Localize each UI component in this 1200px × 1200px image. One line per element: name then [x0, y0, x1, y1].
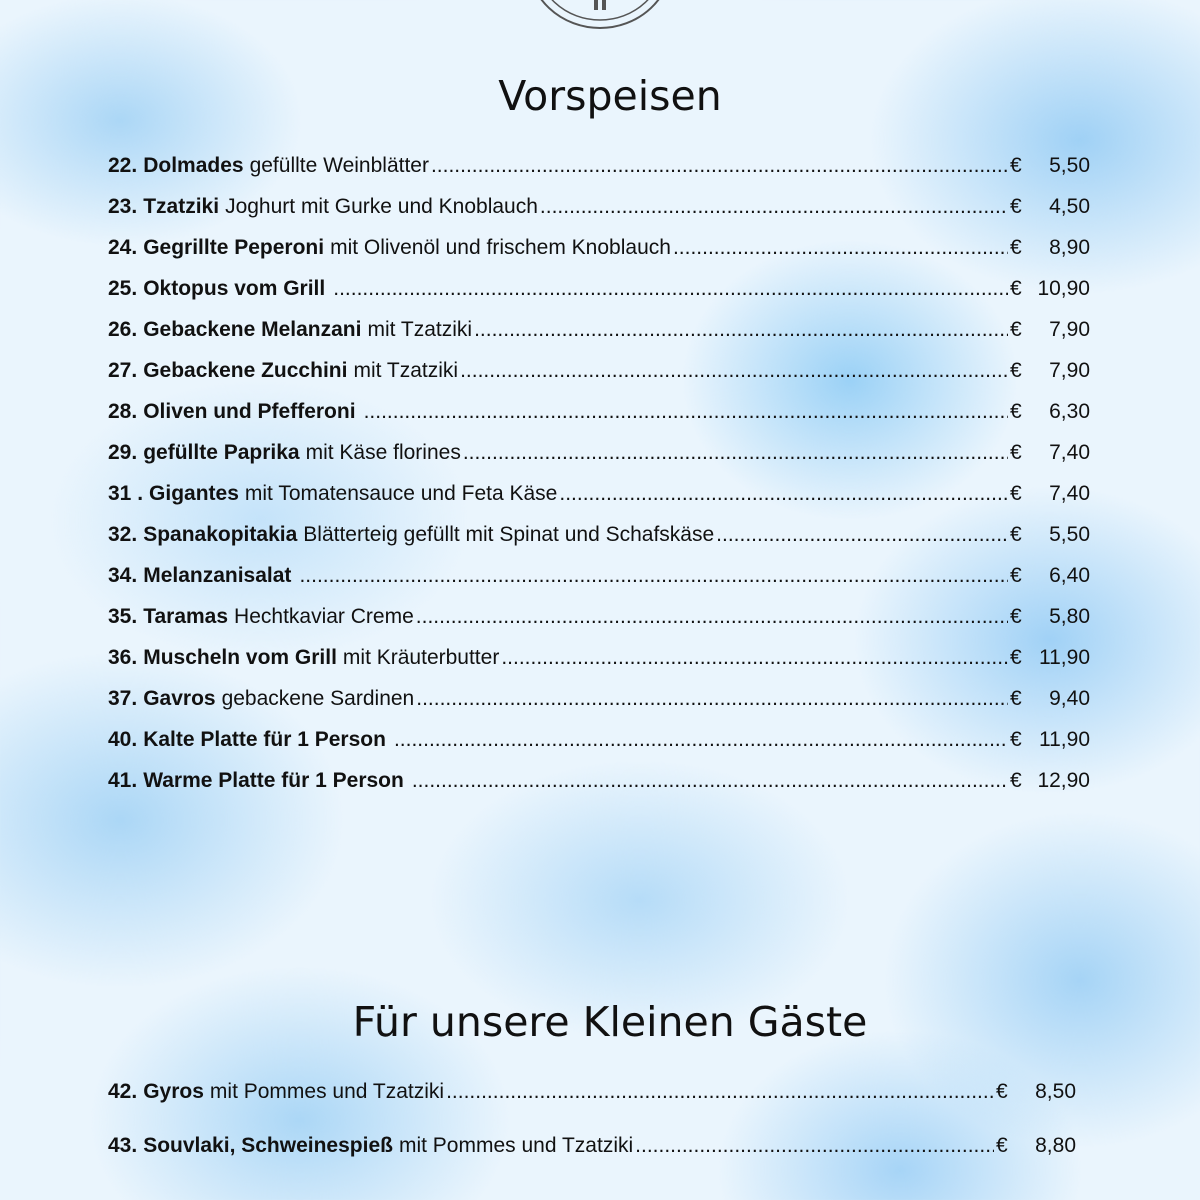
menu-item-number: 42.: [108, 1080, 138, 1103]
menu-item-name: Muscheln vom Grill: [143, 646, 337, 669]
dot-leader: [416, 605, 1008, 629]
menu-item-price: [1010, 441, 1090, 465]
menu-item: [108, 687, 1090, 728]
menu-item-price: [1010, 564, 1090, 588]
price-amount: 8,90: [1049, 236, 1090, 259]
menu-item-price: [996, 1080, 1076, 1104]
dot-leader: [673, 236, 1008, 260]
menu-item: [108, 195, 1090, 236]
menu-item-name: Spanakopitakia: [143, 523, 298, 546]
menu-item: [108, 605, 1090, 646]
menu-item-description: gefüllte Weinblätter: [249, 154, 429, 177]
dot-leader: [559, 482, 1008, 506]
menu-item-price: [1010, 359, 1090, 383]
section-title-kinder: Für unsere Kleinen Gäste: [352, 998, 868, 1046]
menu-item-description: mit Pommes und Tzatziki: [398, 1134, 634, 1157]
dot-leader: [463, 441, 1008, 465]
menu-item-price: [1010, 318, 1090, 342]
dot-leader: [412, 769, 1008, 793]
menu-list-kinder: [108, 1080, 1076, 1188]
price-amount: 8,80: [1035, 1134, 1076, 1157]
dot-leader: [299, 564, 1008, 588]
menu-item: [108, 646, 1090, 687]
menu-item-number: 37.: [108, 687, 138, 710]
menu-item-number: 22.: [108, 154, 138, 177]
menu-item: [108, 769, 1090, 810]
price-amount: 10,90: [1037, 277, 1090, 300]
currency-symbol: €: [1010, 277, 1022, 300]
menu-item-name: Gegrillte Peperoni: [143, 236, 325, 259]
dot-leader: [394, 728, 1008, 752]
menu-item: [108, 359, 1090, 400]
menu-item-description: mit Olivenöl und frischem Knoblauch: [330, 236, 671, 259]
menu-item-name: Oktopus vom Grill: [143, 277, 326, 300]
menu-item-number: 34.: [108, 564, 138, 587]
menu-item-number: 26.: [108, 318, 138, 341]
menu-item: [108, 400, 1090, 441]
menu-item-name: Tzatziki: [143, 195, 220, 218]
menu-item-description: mit Tzatziki: [353, 359, 459, 382]
menu-item-price: [1010, 769, 1090, 793]
menu-item-name: Gebackene Melanzani: [143, 318, 362, 341]
menu-item-number: 41.: [108, 769, 138, 792]
menu-item-price: [1010, 154, 1090, 178]
dot-leader: [460, 359, 1008, 383]
price-amount: 5,50: [1049, 523, 1090, 546]
currency-symbol: €: [1010, 154, 1022, 177]
menu-item: [108, 154, 1090, 195]
currency-symbol: €: [1010, 236, 1022, 259]
currency-symbol: €: [1010, 400, 1022, 423]
menu-item-name: Gyros: [143, 1080, 204, 1103]
menu-item: [108, 277, 1090, 318]
menu-item-number: 43.: [108, 1134, 138, 1157]
price-amount: 11,90: [1039, 728, 1090, 751]
dot-leader: [446, 1080, 994, 1104]
price-amount: 7,40: [1049, 482, 1090, 505]
menu-item-description: mit Käse florines: [305, 441, 461, 464]
price-amount: 8,50: [1035, 1080, 1076, 1103]
menu-item-number: 28.: [108, 400, 138, 423]
menu-item: [108, 728, 1090, 769]
menu-item-name: Souvlaki, Schweinespieß: [143, 1134, 393, 1157]
menu-item-price: [1010, 236, 1090, 260]
menu-item-description: Joghurt mit Gurke und Knoblauch: [225, 195, 538, 218]
menu-item-number: 23.: [108, 195, 138, 218]
currency-symbol: €: [996, 1134, 1008, 1157]
price-amount: 7,90: [1049, 318, 1090, 341]
menu-item-description: mit Pommes und Tzatziki: [209, 1080, 445, 1103]
menu-item: [108, 482, 1090, 523]
menu-item-number: 31 .: [108, 482, 144, 505]
menu-item-description: mit Tzatziki: [367, 318, 473, 341]
menu-item-description: mit Tomatensauce und Feta Käse: [244, 482, 558, 505]
currency-symbol: €: [1010, 605, 1022, 628]
menu-item-price: [1010, 605, 1090, 629]
menu-item-price: [1010, 482, 1090, 506]
menu-item-description: Hechtkaviar Creme: [234, 605, 414, 628]
dot-leader: [364, 400, 1008, 424]
currency-symbol: €: [996, 1080, 1008, 1103]
dot-leader: [474, 318, 1008, 342]
menu-item-name: Gigantes: [149, 482, 239, 505]
currency-symbol: €: [1010, 441, 1022, 464]
menu-item-price: [1010, 277, 1090, 301]
currency-symbol: €: [1010, 687, 1022, 710]
price-amount: 5,80: [1049, 605, 1090, 628]
menu-item-name: Oliven und Pfefferoni: [143, 400, 356, 423]
menu-item: [108, 1080, 1076, 1134]
menu-item-name: Melanzanisalat: [143, 564, 292, 587]
price-amount: 9,40: [1049, 687, 1090, 710]
menu-item: [108, 523, 1090, 564]
menu-item-description: mit Kräuterbutter: [342, 646, 500, 669]
currency-symbol: €: [1010, 482, 1022, 505]
menu-item-price: [1010, 400, 1090, 424]
currency-symbol: €: [1010, 359, 1022, 382]
menu-item-number: 24.: [108, 236, 138, 259]
dot-leader: [431, 154, 1008, 178]
menu-item-price: [1010, 687, 1090, 711]
menu-item-price: [1010, 646, 1090, 670]
price-amount: 6,30: [1049, 400, 1090, 423]
menu-item-number: 29.: [108, 441, 138, 464]
menu-item-name: Warme Platte für 1 Person: [143, 769, 404, 792]
price-amount: 5,50: [1049, 154, 1090, 177]
menu-item-price: [1010, 523, 1090, 547]
menu-item-number: 27.: [108, 359, 138, 382]
currency-symbol: €: [1010, 646, 1022, 669]
menu-item-price: [996, 1134, 1076, 1158]
menu-item: [108, 564, 1090, 605]
currency-symbol: €: [1010, 195, 1022, 218]
currency-symbol: €: [1010, 769, 1022, 792]
menu-item-price: [1010, 195, 1090, 219]
price-amount: 12,90: [1037, 769, 1090, 792]
dot-leader: [333, 277, 1008, 301]
restaurant-logo-seal-icon: [520, 0, 680, 30]
menu-item: [108, 318, 1090, 359]
menu-item-name: Gavros: [143, 687, 216, 710]
dot-leader: [416, 687, 1008, 711]
dot-leader: [635, 1134, 994, 1158]
price-amount: 4,50: [1049, 195, 1090, 218]
dot-leader: [716, 523, 1008, 547]
price-amount: 7,40: [1049, 441, 1090, 464]
menu-item-description: Blätterteig gefüllt mit Spinat und Schafskäse: [303, 523, 715, 546]
menu-item-number: 35.: [108, 605, 138, 628]
menu-item-number: 25.: [108, 277, 138, 300]
menu-item-price: [1010, 728, 1090, 752]
menu-item: [108, 1134, 1076, 1188]
price-amount: 7,90: [1049, 359, 1090, 382]
menu-item-number: 40.: [108, 728, 138, 751]
price-amount: 11,90: [1039, 646, 1090, 669]
dot-leader: [501, 646, 1008, 670]
menu-item-name: Taramas: [143, 605, 229, 628]
menu-item-name: Gebackene Zucchini: [143, 359, 348, 382]
currency-symbol: €: [1010, 728, 1022, 751]
menu-item: [108, 236, 1090, 277]
menu-item-name: Kalte Platte für 1 Person: [143, 728, 386, 751]
menu-item-name: gefüllte Paprika: [143, 441, 300, 464]
currency-symbol: €: [1010, 523, 1022, 546]
menu-item-name: Dolmades: [143, 154, 244, 177]
section-title-vorspeisen: Vorspeisen: [498, 72, 722, 120]
menu-item-number: 36.: [108, 646, 138, 669]
currency-symbol: €: [1010, 318, 1022, 341]
menu-item: [108, 441, 1090, 482]
menu-item-number: 32.: [108, 523, 138, 546]
currency-symbol: €: [1010, 564, 1022, 587]
dot-leader: [540, 195, 1008, 219]
menu-list-vorspeisen: [108, 154, 1090, 810]
price-amount: 6,40: [1049, 564, 1090, 587]
menu-item-description: gebackene Sardinen: [221, 687, 415, 710]
